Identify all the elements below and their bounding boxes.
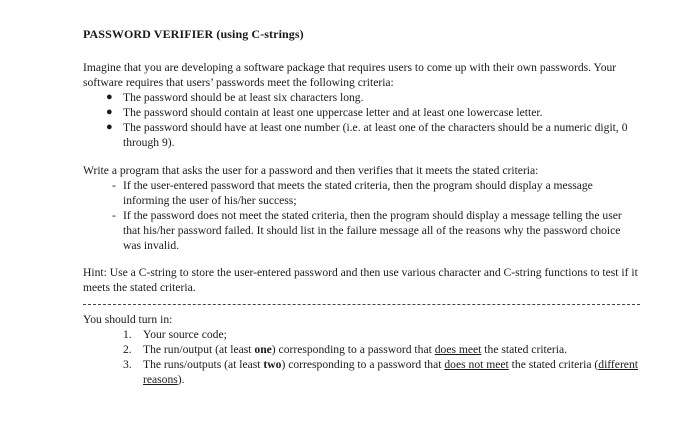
- item-text: The runs/outputs (at least: [143, 358, 264, 371]
- criteria-list: [83, 90, 640, 150]
- criteria-text: The password should have at least one number (i.e. at least one of the characters should be a numeric digit, 0 through 9).: [123, 121, 628, 149]
- task-paragraph: Write a program that asks the user for a password and then verifies that it meets the stated criteria:: [83, 164, 539, 177]
- item-text: the stated criteria (: [508, 358, 599, 371]
- list-item: [83, 327, 640, 342]
- item-text: the stated criteria.: [481, 343, 568, 356]
- list-item: [83, 120, 640, 150]
- task-list: [83, 178, 640, 253]
- criteria-text: The password should be at least six characters long.: [123, 91, 364, 104]
- list-item: [83, 105, 640, 120]
- item-bold-text: one: [254, 343, 272, 356]
- list-item: [83, 208, 640, 253]
- item-underlined-text: does meet: [434, 343, 482, 356]
- item-text: ) corresponding to a password that: [281, 358, 445, 371]
- item-underlined-text: does not meet: [444, 358, 509, 371]
- hint-paragraph: Hint: Use a C-string to store the user-entered password and then use various character and C-string functions to test if it meets the stated criteria.: [83, 266, 638, 294]
- criteria-text: The password should contain at least one uppercase letter and at least one lowercase letter.: [123, 106, 543, 119]
- intro-paragraph: Imagine that you are developing a software package that requires users to come up with their own passwords. Your software requires that users’ passwords meet the following criteria:: [83, 61, 617, 89]
- dashed-divider: [83, 304, 640, 305]
- list-item: [83, 178, 640, 208]
- item-number: 3.: [123, 358, 132, 371]
- item-underlined-text: different reasons: [143, 358, 638, 386]
- document-title: PASSWORD VERIFIER (using C-strings): [83, 27, 304, 41]
- item-text: ).: [177, 373, 185, 386]
- task-item-text: If the password does not meet the stated criteria, then the program should display a message telling the user that his/her password failed. It should list in the failure message all of the reasons why the password choice was invalid.: [123, 209, 622, 252]
- task-item-text: If the user-entered password that meets the stated criteria, then the program should display a message informing the user of his/her success;: [123, 179, 593, 207]
- turnin-list: [83, 327, 640, 387]
- item-text: Your source code;: [143, 328, 227, 341]
- item-bold-text: two: [263, 358, 282, 371]
- dash-icon: -: [112, 179, 116, 192]
- dash-icon: -: [112, 209, 116, 222]
- turnin-heading: You should turn in:: [83, 313, 173, 326]
- list-item: [83, 90, 640, 105]
- item-text: ) corresponding to a password that: [271, 343, 435, 356]
- list-item: [83, 357, 640, 387]
- bullet-icon: ●: [106, 106, 113, 118]
- item-text: The run/output (at least: [143, 343, 255, 356]
- item-number: 1.: [123, 328, 132, 341]
- bullet-icon: ●: [106, 121, 113, 133]
- bullet-icon: ●: [106, 91, 113, 103]
- list-item: [83, 342, 640, 357]
- item-number: 2.: [123, 343, 132, 356]
